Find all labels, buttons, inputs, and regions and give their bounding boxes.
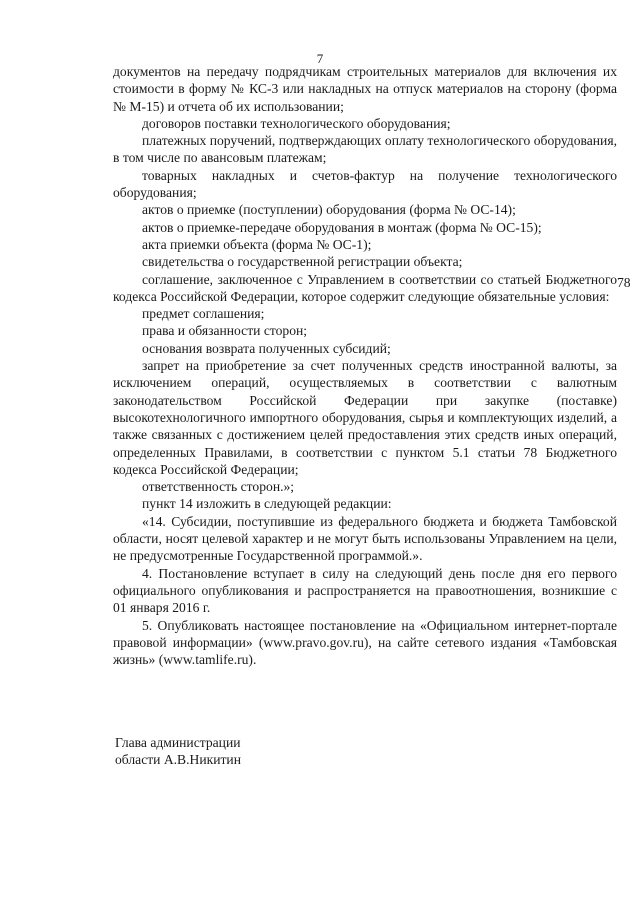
paragraph: товарных накладных и счетов-фактур на получение технологического оборудования; <box>113 167 617 201</box>
paragraph: запрет на приобретение за счет полученных средств иностранной валюты, за исключением операций, осуществляемых в соответствии с валютным законодательством Российской Федерации при закупке (поставке) высокотехнологичного импортного оборудования, сырья и комплектующих изделий, а также связанных с достижением целей предоставления этих средств иных операций, определенных Правилами, в соответствии с пунктом 5.1 статьи 78 Бюджетного кодекса Российской Федерации; <box>113 358 617 477</box>
margin-text: 78 <box>617 275 631 290</box>
paragraph: ответственность сторон.»; <box>142 479 295 495</box>
document-body <box>113 63 617 668</box>
paragraph: права и обязанности сторон; <box>142 323 308 339</box>
paragraph: предмет соглашения; <box>142 306 265 322</box>
paragraph: акта приемки объекта (форма № ОС-1); <box>142 236 372 252</box>
signature-name: области А.В.Никитин <box>115 752 241 768</box>
paragraph: пункт 14 изложить в следующей редакции: <box>142 496 392 512</box>
paragraph: 4. Постановление вступает в силу на следующий день после дня его первого официального опубликования и распространяется на правоотношения, возникшие с 01 января 2016 г. <box>113 565 617 616</box>
paragraph: договоров поставки технологического оборудования; <box>142 115 451 131</box>
paragraph: платежных поручений, подтверждающих оплату технологического оборудования, в том числе по авансовым платежам; <box>113 133 617 166</box>
paragraph: актов о приемке (поступлении) оборудования (форма № ОС-14); <box>142 202 516 218</box>
paragraph: актов о приемке-передаче оборудования в монтаж (форма № ОС-15); <box>142 219 542 235</box>
signature-title: Глава администрации <box>115 735 241 750</box>
paragraph: соглашение, заключенное с Управлением в соответствии со статьей Бюджетного кодекса Российской Федерации, которое содержит следующие обязательные условия: <box>113 271 617 304</box>
paragraph: документов на передачу подрядчикам строительных материалов для включения их стоимости в форму № КС-3 или накладных на отпуск материалов на сторону (форма № М-15) и отчета об их использовании; <box>113 64 617 114</box>
paragraph: 5. Опубликовать настоящее постановление на «Официальном интернет-портале правовой информации» (www.pravo.gov.ru), на сайте сетевого издания «Тамбовская жизнь» (www.tamlife.ru). <box>113 617 617 668</box>
paragraph: «14. Субсидии, поступившие из федерального бюджета и бюджета Тамбовской области, носят целевой характер и не могут быть использованы Управлением на цели, не предусмотренные Государственной программой.». <box>113 513 617 564</box>
paragraph: свидетельства о государственной регистрации объекта; <box>142 254 463 270</box>
paragraph: основания возврата полученных субсидий; <box>142 340 391 356</box>
page-number: 7 <box>316 51 324 66</box>
signature-block <box>115 734 241 769</box>
